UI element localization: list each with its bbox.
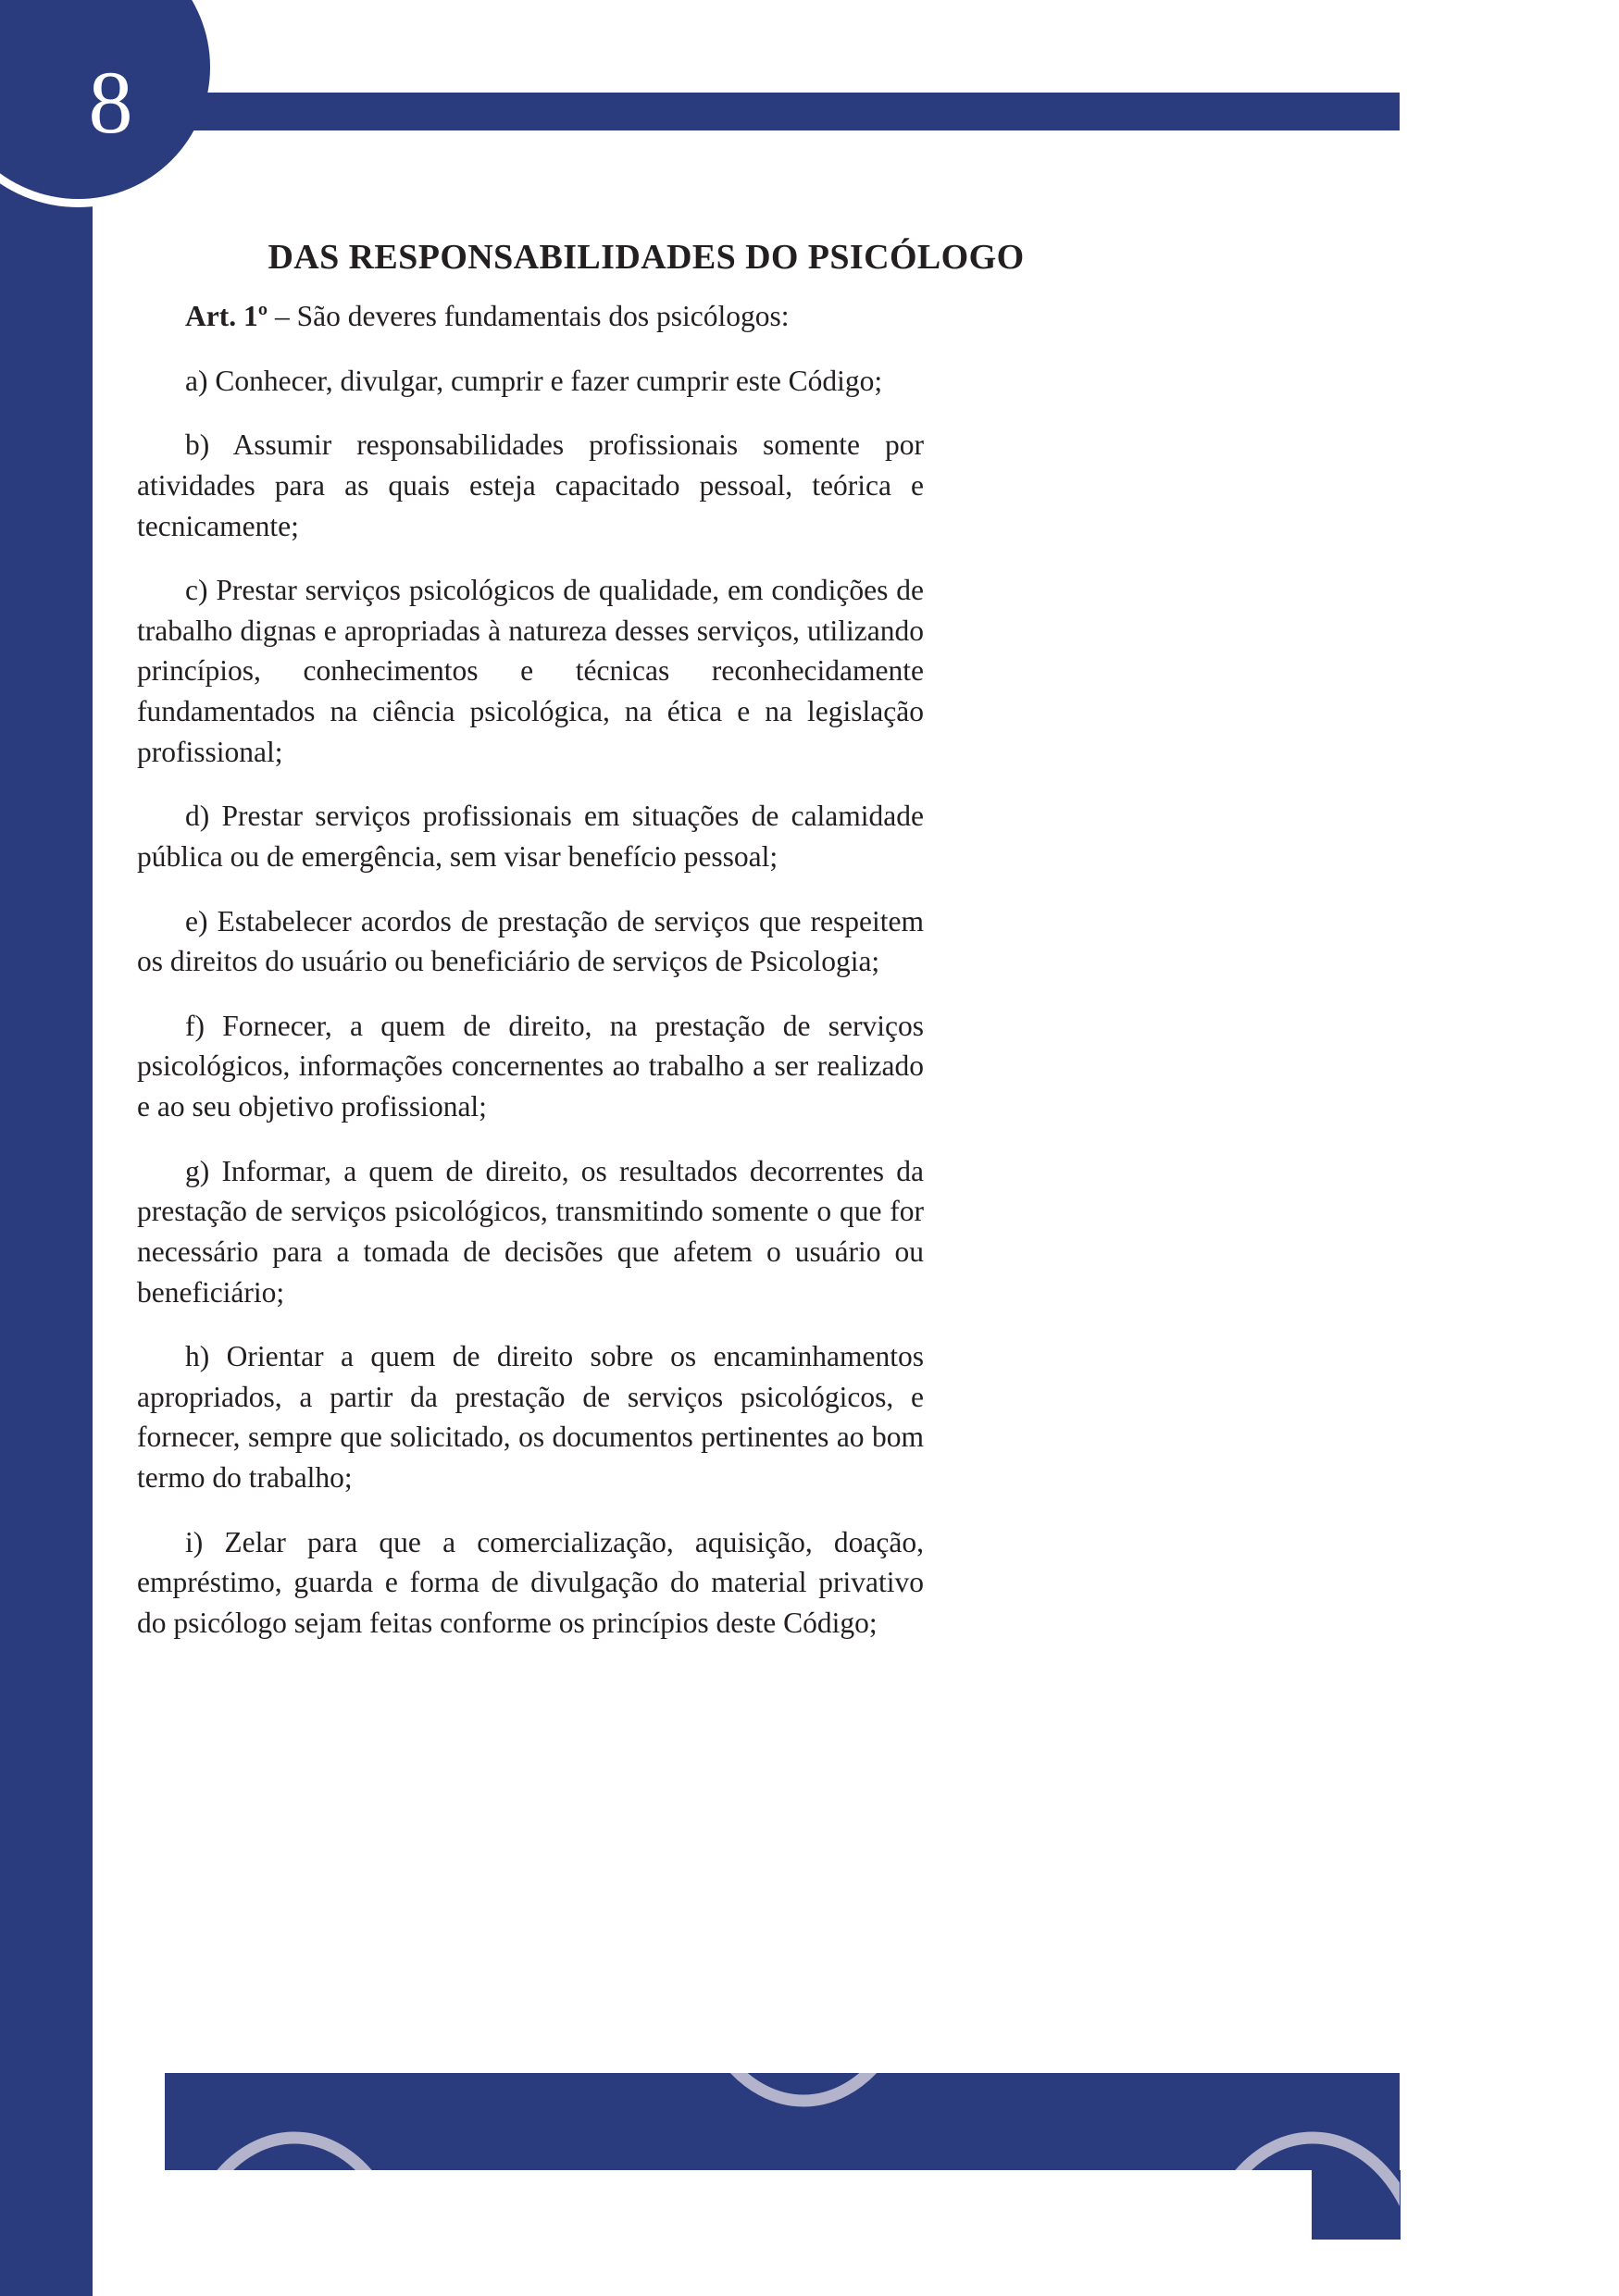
list-item: e) Estabelecer acordos de prestação de serviços que respeitem os direitos do usuário ou beneficiário de serviços de Psicologia;	[137, 904, 924, 978]
article-intro: – São deveres fundamentais dos psicólogos:	[268, 300, 790, 332]
list-item: f) Fornecer, a quem de direito, na prestação de serviços psicológicos, informações concernentes ao trabalho a ser realizado e ao seu objetivo profissional;	[137, 1009, 924, 1123]
body-text-column	[137, 296, 924, 1644]
footer-decoration	[165, 2073, 1619, 2296]
page-content	[93, 0, 1619, 2296]
list-item: b) Assumir responsabilidades profissionais somente por atividades para as quais esteja capacitado pessoal, teórica e tecnicamente;	[137, 428, 924, 542]
page-title: DAS RESPONSABILIDADES DO PSICÓLOGO	[268, 238, 1025, 278]
list-item: d) Prestar serviços profissionais em situações de calamidade pública ou de emergência, sem visar benefício pessoal;	[137, 800, 924, 873]
list-item: c) Prestar serviços psicológicos de qualidade, em condições de trabalho dignas e apropriadas à natureza desses serviços, utilizando princípios, conhecimentos e técnicas reconhecidamente fundamentados na ciência psicológica, na ética e na legislação profissional;	[137, 574, 924, 768]
page-number-label: 8	[88, 53, 133, 152]
list-item: a) Conhecer, divulgar, cumprir e fazer cumprir este Código;	[185, 364, 883, 397]
list-item: g) Informar, a quem de direito, os resultados decorrentes da prestação de serviços psicológicos, transmitindo somente o que for necessário para a tomada de decisões que afetem o usuário ou beneficiário;	[137, 1154, 924, 1309]
article-label: Art. 1º	[185, 300, 268, 332]
list-item: i) Zelar para que a comercialização, aquisição, doação, empréstimo, guarda e forma de divulgação do material privativo do psicólogo sejam feitas conforme os princípios deste Código;	[137, 1525, 924, 1639]
article-paragraph	[137, 296, 924, 337]
list-item: h) Orientar a quem de direito sobre os encaminhamentos apropriados, a partir da prestação de serviços psicológicos, e fornecer, sempre que solicitado, os documentos pertinentes ao bom termo do trabalho;	[137, 1340, 924, 1494]
left-edge-strip	[0, 0, 93, 2296]
